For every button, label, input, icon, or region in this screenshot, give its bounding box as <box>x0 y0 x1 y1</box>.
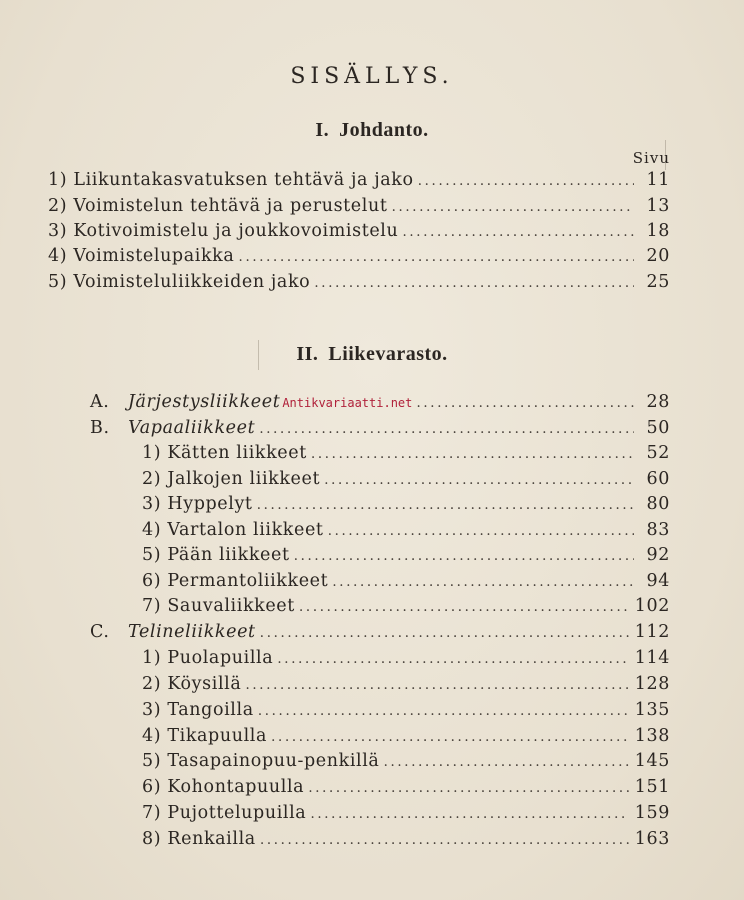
entry-title: Jalkojen liikkeet <box>167 469 321 489</box>
toc-entry <box>142 520 670 546</box>
entry-page-number: 80 <box>646 494 670 514</box>
entry-page-number: 138 <box>634 726 670 746</box>
entry-page-number: 159 <box>634 803 670 823</box>
entry-letter: B. <box>90 418 110 438</box>
entry-number: 1) <box>142 443 162 463</box>
toc-entry <box>48 170 670 196</box>
toc-entry-group <box>90 622 670 648</box>
entry-number: 3) <box>142 700 162 720</box>
dot-leader <box>277 651 629 667</box>
dot-leader <box>324 472 634 488</box>
dot-leader <box>260 625 629 641</box>
toc-entry <box>142 777 670 803</box>
dot-leader <box>294 548 634 564</box>
dot-leader <box>258 703 629 719</box>
toc-entry <box>142 726 670 752</box>
watermark-text: Antikvariaatti.net <box>282 396 413 410</box>
toc-entry <box>142 829 670 855</box>
entry-number: 1) <box>48 170 68 190</box>
toc-entry <box>48 196 670 222</box>
toc-entry <box>142 674 670 700</box>
entry-page-number: 20 <box>646 246 670 266</box>
dot-leader <box>299 599 629 615</box>
entry-number: 3) <box>48 221 68 241</box>
dot-leader <box>260 832 629 848</box>
entry-page-number: 135 <box>634 700 670 720</box>
dot-leader <box>257 497 634 513</box>
entry-number: 4) <box>142 726 162 746</box>
entry-number: 7) <box>142 596 162 616</box>
entry-title: Kotivoimistelu ja joukkovoimistelu <box>73 221 399 241</box>
entry-page-number: 112 <box>634 622 670 642</box>
toc-entry <box>142 443 670 469</box>
dot-leader <box>238 249 634 265</box>
entry-number: 2) <box>142 674 162 694</box>
entry-title: Liikuntakasvatuksen tehtävä ja jako <box>73 170 414 190</box>
entry-title: Renkailla <box>167 829 256 849</box>
entry-page-number: 128 <box>634 674 670 694</box>
entry-title: Järjestysliikkeet <box>127 392 281 412</box>
section-heading-introduction <box>0 119 744 142</box>
toc-entry <box>142 648 670 674</box>
entry-title: Pujottelupuilla <box>167 803 307 823</box>
entry-title: Vartalon liikkeet <box>167 520 324 540</box>
dot-leader <box>311 446 634 462</box>
dot-leader <box>402 224 634 240</box>
entry-title: Telineliikkeet <box>128 622 256 642</box>
toc-entry <box>142 751 670 777</box>
dot-leader <box>391 199 634 215</box>
entry-number: 6) <box>142 777 162 797</box>
entry-page-number: 83 <box>646 520 670 540</box>
dot-leader <box>245 677 628 693</box>
toc-entry <box>142 545 670 571</box>
entry-letter: C. <box>90 622 110 642</box>
dot-leader <box>383 754 628 770</box>
entry-number: 4) <box>48 246 68 266</box>
toc-entry-group <box>90 418 670 444</box>
entry-title: Pään liikkeet <box>167 545 290 565</box>
section-number: II. <box>296 343 319 365</box>
entry-number: 5) <box>142 751 162 771</box>
entry-page-number: 94 <box>646 571 670 591</box>
dot-leader <box>310 806 628 822</box>
toc-entry <box>142 803 670 829</box>
entry-title: Puolapuilla <box>167 648 274 668</box>
entry-number: 2) <box>48 196 68 216</box>
entry-number: 8) <box>142 829 162 849</box>
dot-leader <box>314 275 634 291</box>
entry-number: 4) <box>142 520 162 540</box>
section-title: Liikevarasto. <box>328 343 448 365</box>
section-title: Johdanto. <box>339 119 429 141</box>
section-number: I. <box>315 119 330 141</box>
entry-title: Kätten liikkeet <box>167 443 307 463</box>
entry-title: Permantoliikkeet <box>167 571 329 591</box>
entry-page-number: 92 <box>646 545 670 565</box>
entry-title: Tangoilla <box>167 700 254 720</box>
entry-number: 2) <box>142 469 162 489</box>
entry-number: 6) <box>142 571 162 591</box>
page-title: SISÄLLYS. <box>290 64 454 89</box>
toc-entry <box>142 700 670 726</box>
toc-entry <box>142 596 670 622</box>
entry-page-number: 25 <box>646 272 670 292</box>
entry-page-number: 52 <box>646 443 670 463</box>
entry-page-number: 11 <box>646 170 670 190</box>
dot-leader <box>308 780 629 796</box>
dot-leader <box>416 395 634 411</box>
dot-leader <box>332 574 634 590</box>
entry-page-number: 13 <box>646 196 670 216</box>
toc-entry <box>48 246 670 272</box>
toc-entry <box>48 221 670 247</box>
toc-entry <box>142 494 670 520</box>
entry-title: Köysillä <box>167 674 242 694</box>
entry-title: Tikapuulla <box>167 726 268 746</box>
entry-page-number: 114 <box>634 648 670 668</box>
entry-number: 1) <box>142 648 162 668</box>
dot-leader <box>259 421 634 437</box>
dot-leader <box>271 729 629 745</box>
entry-number: 5) <box>48 272 68 292</box>
entry-number: 5) <box>142 545 162 565</box>
entry-number: 7) <box>142 803 162 823</box>
entry-number: 3) <box>142 494 162 514</box>
dot-leader <box>418 173 634 189</box>
entry-title: Voimisteluliikkeiden jako <box>73 272 311 292</box>
entry-page-number: 163 <box>634 829 670 849</box>
entry-title: Sauvaliikkeet <box>167 596 295 616</box>
entry-title: Voimistelun tehtävä ja perustelut <box>73 196 388 216</box>
toc-entry <box>48 272 670 298</box>
entry-title: Hyppelyt <box>167 494 253 514</box>
entry-title: Kohontapuulla <box>167 777 305 797</box>
entry-page-number: 50 <box>646 418 670 438</box>
entry-page-number: 102 <box>634 596 670 616</box>
toc-entry <box>142 571 670 597</box>
entry-letter: A. <box>90 392 110 412</box>
entry-title: Tasapainopuu-penkillä <box>167 751 380 771</box>
entry-title: Voimistelupaikka <box>73 246 235 266</box>
entry-page-number: 145 <box>634 751 670 771</box>
entry-title: Vapaaliikkeet <box>128 418 256 438</box>
dot-leader <box>328 523 634 539</box>
toc-entry <box>142 469 670 495</box>
toc-entry-group <box>90 392 670 418</box>
section-heading-exercise-repertoire <box>0 343 744 366</box>
entry-page-number: 28 <box>646 392 670 412</box>
entry-page-number: 151 <box>634 777 670 797</box>
page-column-label: Sivu <box>632 149 670 167</box>
entry-page-number: 60 <box>646 469 670 489</box>
entry-page-number: 18 <box>646 221 670 241</box>
